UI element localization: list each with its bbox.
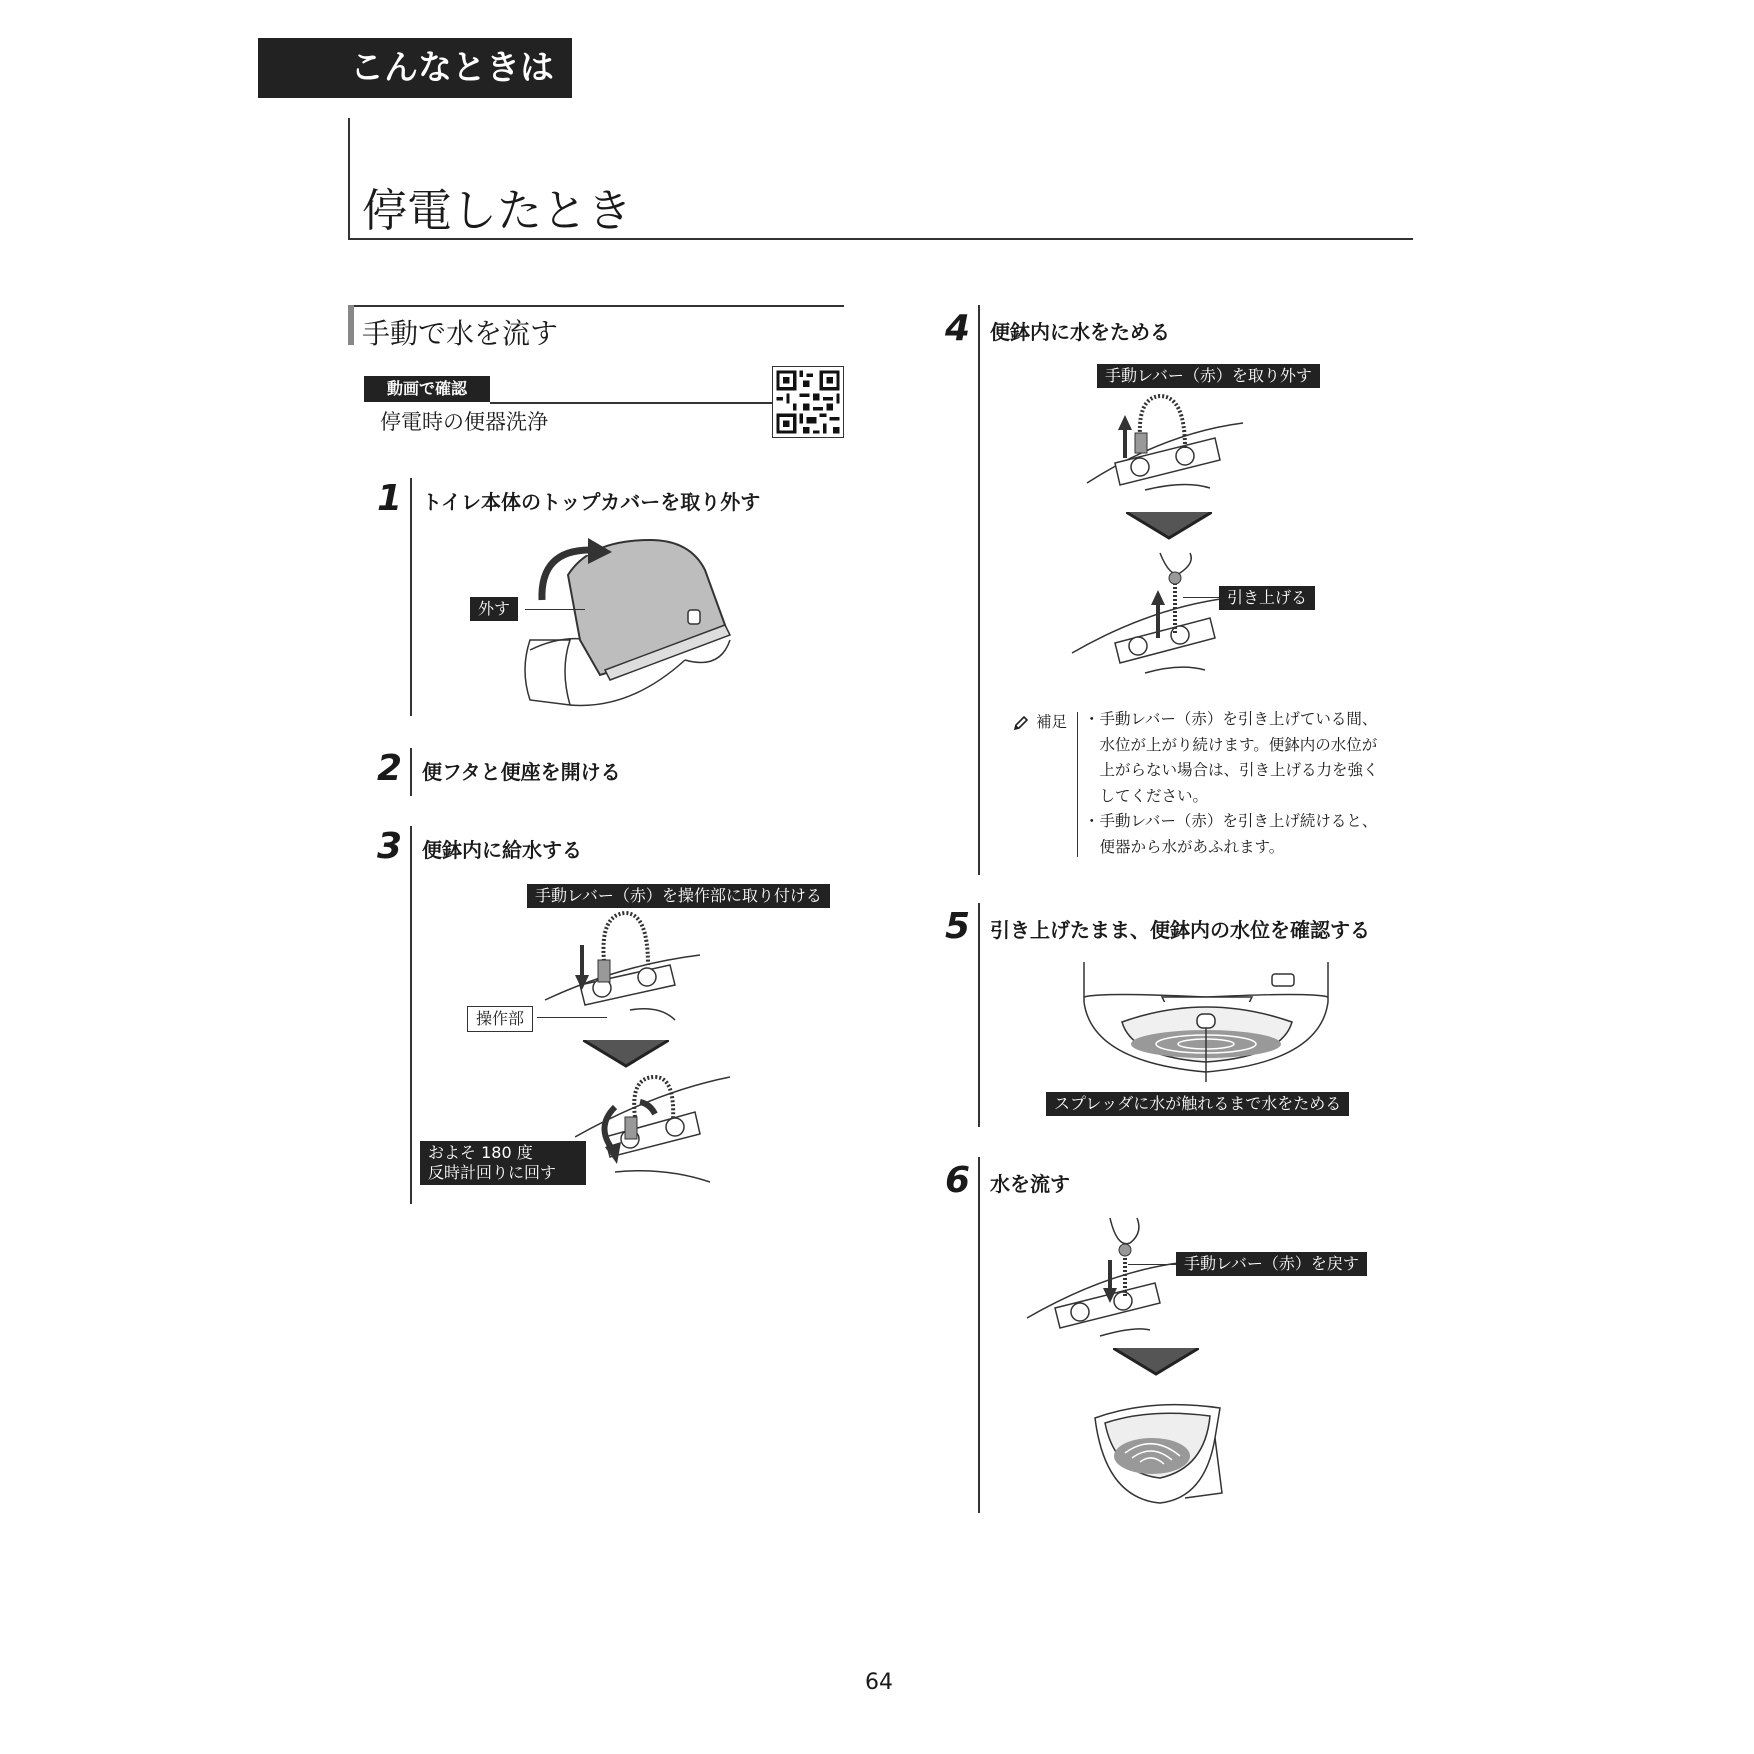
subsection-rule bbox=[348, 305, 844, 307]
step-2-rule bbox=[410, 748, 412, 796]
video-rule bbox=[490, 402, 772, 404]
leader-line bbox=[1183, 597, 1219, 598]
step-2-title: 便フタと便座を開ける bbox=[422, 760, 621, 784]
bowl-water-level-illustration bbox=[1082, 962, 1330, 1082]
step-1-rule bbox=[410, 478, 412, 716]
step-4-rule bbox=[978, 305, 980, 875]
leader-line bbox=[1128, 1264, 1176, 1265]
rotate-label-line-1: およそ 180 度 bbox=[428, 1143, 533, 1162]
step-6-number: 6 bbox=[945, 1160, 971, 1201]
step-3-title: 便鉢内に給水する bbox=[422, 838, 582, 862]
leader-line bbox=[537, 1017, 607, 1018]
down-arrow-icon bbox=[1113, 1348, 1199, 1378]
step-2-number: 2 bbox=[377, 748, 403, 789]
section-tab-label: こんなときは bbox=[350, 48, 554, 88]
note-line: ・手動レバー（赤）を引き上げている間、 bbox=[1084, 710, 1378, 728]
pull-up-label: 引き上げる bbox=[1219, 586, 1315, 610]
page-number: 64 bbox=[865, 1670, 893, 1695]
step-1-number: 1 bbox=[377, 478, 403, 519]
remove-label: 外す bbox=[470, 597, 518, 621]
step-4-title: 便鉢内に水をためる bbox=[990, 320, 1170, 344]
step-6-title: 水を流す bbox=[990, 1172, 1070, 1196]
rotate-label-line-2: 反時計回りに回す bbox=[428, 1163, 557, 1182]
attach-lever-label: 手動レバー（赤）を操作部に取り付ける bbox=[527, 884, 830, 908]
section-tab bbox=[258, 38, 572, 98]
note-line: 便器から水があふれます。 bbox=[1084, 837, 1285, 856]
step-4-number: 4 bbox=[945, 308, 971, 349]
step-1-title: トイレ本体のトップカバーを取り外す bbox=[422, 490, 761, 514]
note-label: 補足 bbox=[1036, 713, 1068, 731]
step-5-title: 引き上げたまま、便鉢内の水位を確認する bbox=[990, 918, 1370, 942]
down-arrow-icon bbox=[1126, 512, 1212, 542]
step-5-rule bbox=[978, 903, 980, 1127]
page-title: 停電したとき bbox=[362, 184, 633, 237]
note-line: ・手動レバー（赤）を引き上げ続けると、 bbox=[1084, 812, 1378, 830]
subsection-title: 手動で水を流す bbox=[362, 317, 559, 350]
note-line: 上がらない場合は、引き上げる力を強く bbox=[1084, 761, 1379, 779]
video-caption: 停電時の便器洗浄 bbox=[380, 410, 548, 434]
bowl-flush-illustration bbox=[1090, 1398, 1225, 1508]
step-5-number: 5 bbox=[945, 906, 971, 947]
down-arrow-icon bbox=[583, 1040, 669, 1070]
water-level-label: スプレッダに水が触れるまで水をためる bbox=[1046, 1092, 1349, 1116]
step-3-number: 3 bbox=[377, 826, 403, 867]
note-body bbox=[1084, 707, 1414, 860]
note-line: 水位が上がり続けます。便鉢内の水位が bbox=[1084, 735, 1378, 754]
video-tag: 動画で確認 bbox=[364, 376, 490, 402]
control-part-label: 操作部 bbox=[467, 1006, 533, 1032]
note-line: してください。 bbox=[1084, 786, 1209, 805]
pencil-icon bbox=[1012, 714, 1030, 732]
rotate-label bbox=[420, 1141, 586, 1185]
note-divider bbox=[1077, 712, 1078, 857]
lever-remove-illustration bbox=[1085, 388, 1245, 498]
leader-line bbox=[525, 609, 585, 610]
remove-lever-label: 手動レバー（赤）を取り外す bbox=[1097, 364, 1320, 388]
step-6-rule bbox=[978, 1157, 980, 1513]
qr-code-icon[interactable] bbox=[772, 366, 844, 438]
return-lever-label: 手動レバー（赤）を戻す bbox=[1176, 1252, 1367, 1276]
lever-rotate-illustration bbox=[575, 1072, 735, 1187]
top-cover-illustration bbox=[510, 530, 740, 710]
lever-pull-illustration bbox=[1070, 548, 1230, 678]
step-3-rule bbox=[410, 826, 412, 1204]
lever-return-illustration bbox=[1025, 1218, 1180, 1338]
lever-attach-illustration bbox=[540, 905, 710, 1025]
title-divider-vertical bbox=[348, 118, 350, 240]
subsection-marker bbox=[348, 305, 354, 345]
